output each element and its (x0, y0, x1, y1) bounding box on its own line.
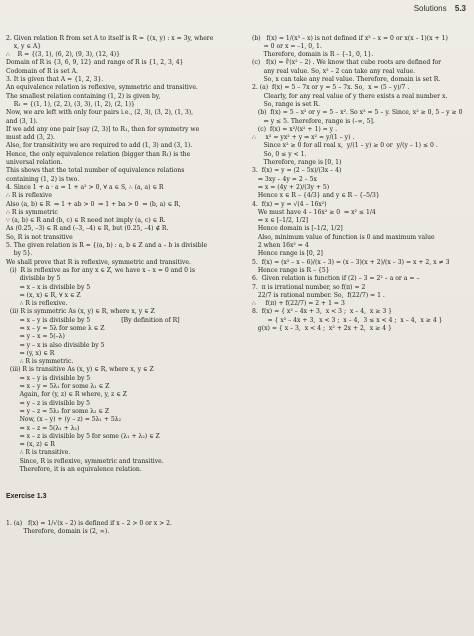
text-line: (ii) R is symmetric As (x, y) ∈ R, where x, y ∈ Z (6, 308, 155, 316)
text-line: Hence x ∈ R – {4/3} and y ∈ R – {–5/3} (252, 192, 380, 200)
text-line: ⇒ x – y = 5λ₁ for some λ₁ ∈ Z (6, 383, 110, 391)
text-line: ⇒ (x, z) ∈ R (6, 441, 55, 449)
text-line: ⇒ x – z is divisible by 5 for some (λ₁ + λ₂) ∈ Z (6, 432, 160, 440)
text-line: 22/7 is rational number. So, f(22/7) = 1 . (252, 291, 385, 299)
text-line: (b) f(x) = 1/(x³ – x) is not defined if x³ – x = 0 or x(x – 1)(x + 1) (252, 34, 448, 42)
text-line: ⇒ x – z = 5(λ₁ + λ₂) (6, 424, 80, 432)
text-line: Also (a, b) ∈ R ⇒ 1 + ab > 0 ⇒ 1 + ba > 0 ⇒ (b, a) ∈ R, (6, 200, 181, 208)
left-body (6, 35, 246, 475)
text-line: (b) f(x) = 5 – x² or y = 5 – x². So x² = 5 – y. Since, x² ≥ 0, 5 – y ≥ 0 (252, 109, 463, 117)
text-line: ⇒ x – y = 5λ for some λ ∈ Z (6, 324, 105, 332)
text-line: 2. Given relation R from set A to itself is R = {(x, y) : x = 3y, where (6, 34, 214, 42)
text-line: An equivalence relation is reflexive, symmetric and transitive. (6, 84, 198, 92)
text-line: 5. The given relation is R = {(a, b) : a, b ∈ Z and a – b is divisible (6, 242, 208, 250)
text-line: Hence range is [0, 2] (252, 250, 323, 258)
text-line: 7. π is irrational number, so f(π) = 2 (252, 283, 366, 291)
text-line: 1. (a) f(x) = 1/√(x – 2) is defined if x – 2 > 0 or x > 2. (6, 519, 172, 527)
text-line: 5. f(x) = (x² – x – 6)/(x – 3) = (x – 3)(x + 2)/(x – 3) = x + 2, x ≠ 3 (252, 258, 450, 266)
text-line: = 0 or x = –1, 0, 1. (252, 42, 322, 50)
text-line: So, R is not transitive (6, 233, 73, 241)
text-line: So, 0 ≤ y < 1. (252, 150, 307, 158)
text-line: ∴ R = {(3, 1), (6, 2), (9, 3), (12, 4)} (6, 51, 120, 59)
text-line: = { x² – 4x + 3, x < 3 ; x – 4, 3 ≤ x < 4 ; x – 4, x ≥ 4 } (252, 316, 443, 324)
text-line: ∴ R is transitive. (6, 449, 71, 457)
text-line: Now, (x – y) + (y – z) = 5λ₁ + 5λ₂ (6, 416, 122, 424)
text-line: 8. f(x) = { x² – 4x + 3, x < 3 ; x – 4, x ≥ 3 } (252, 308, 393, 316)
text-line: Also, for transitivity we are required to add (1, 3) and (3, 1). (6, 142, 193, 150)
text-line: R₁ = {(1, 1), (2, 2), (3, 3), (1, 2), (2, 1)} (6, 100, 135, 108)
text-line: Domain of R is {3, 6, 9, 12} and range of R is {1, 2, 3, 4} (6, 59, 184, 67)
text-line: ⇒ x – y is divisible by 5 [By definition of R] (6, 316, 180, 324)
text-line: ∴ R is reflexive. (6, 300, 68, 308)
text-line: ⇒ x ∈ [–1/2, 1/2] (252, 217, 308, 225)
text-line: Since, R is reflexive, symmetric and transitive. (6, 457, 164, 465)
text-line: Now, we are left with only four pairs i.e., (2, 3), (3, 2), (1, 3), (6, 109, 194, 117)
text-line: If we add any one pair [say (2, 3)] to R₁, then for symmetry we (6, 125, 200, 133)
text-line: ⇒ y ≤ 5. Therefore, range is (–∞, 5]. (252, 117, 375, 125)
page-header (414, 4, 466, 13)
text-line: ∴ R is reflexive (6, 192, 52, 200)
text-line: Again, for (y, z) ∈ R where, y, z ∈ Z (6, 391, 127, 399)
text-line: must add (3, 2). (6, 134, 55, 142)
text-line: ⇒ (x, x) ∈ R, ∀ x ∈ Z (6, 291, 81, 299)
text-line: As (0.25, –3) ∈ R and (–3, –4) ∈ R, but (0.25, –4) ∉ R. (6, 225, 169, 233)
text-line: Also, minimum value of function is 0 and maximum value (252, 233, 435, 241)
exercise-heading: Exercise 1.3 (6, 492, 47, 500)
text-line: divisible by 5 (6, 275, 61, 283)
text-line: Hence range is R – {5} (252, 266, 330, 274)
text-line: ⇒ y – x = 5(–λ) (6, 333, 65, 341)
text-line: ⇒ x – x is divisible by 5 (6, 283, 91, 291)
text-line: Hence domain is [–1/2, 1/2] (252, 225, 343, 233)
text-line: ⇒ y – z = 5λ₂ for some λ₂ ∈ Z (6, 407, 110, 415)
text-line: 4. Since 1 + a · a = 1 + a² > 0, ∀ a ∈ S, ∴ (a, a) ∈ R (6, 183, 164, 191)
text-line: Clearly, for any real value of y there exists a real number x. (252, 92, 448, 100)
text-line: So, range is set R. (252, 100, 320, 108)
text-line: ⇒ y – x is also divisible by 5 (6, 341, 105, 349)
text-line: Therefore, range is [0, 1) (252, 159, 342, 167)
text-line: 3. f(x) = y = (2 – 5x)/(3x – 4) (252, 167, 342, 175)
page-number: 5.3 (454, 4, 466, 13)
text-line: This shows that the total number of equivalence relations (6, 167, 185, 175)
text-line: 3. It is given that A = {1, 2, 3}. (6, 76, 104, 84)
right-column (252, 18, 466, 350)
text-line: ∵ (a, b) ∈ R and (b, c) ∈ R need not imply (a, c) ∈ R. (6, 217, 166, 225)
text-line: 2. (a) f(x) = 5 – 7x or y = 5 – 7x. So, x = (5 – y)/7 . (252, 84, 410, 92)
text-line: and (3, 1). (6, 117, 38, 125)
text-line: Codomain of R is set A. (6, 67, 78, 75)
text-line: by 5}. (6, 250, 33, 258)
text-line: (i) R is reflexive as for any x ∈ Z, we have x – x = 0 and 0 is (6, 266, 195, 274)
text-line: Therefore, it is an equivalence relation. (6, 466, 142, 474)
right-body (252, 35, 466, 334)
text-line: ⇒ 3xy – 4y = 2 – 5x (252, 175, 317, 183)
text-line: ⇒ x – y is divisible by 5 (6, 374, 91, 382)
text-line: universal relation. (6, 159, 63, 167)
text-line: ∴ f(π) + f(22/7) = 2 + 1 = 3 (252, 300, 345, 308)
text-line: (c) f(x) = x²/(x² + 1) = y . (252, 125, 338, 133)
text-line: We must have 4 – 16x² ≥ 0 ⇒ x² ≤ 1/4 (252, 208, 376, 216)
text-line: Therefore, domain is R – {–1, 0, 1}. (252, 51, 374, 59)
text-line: The smallest relation containing (1, 2) is given by, (6, 92, 161, 100)
text-line: ∴ R is symmetric (6, 208, 58, 216)
text-line: x, y ∈ A} (6, 42, 42, 50)
left-tail (6, 520, 246, 537)
text-line: Since x² ≥ 0 for all real x, y/(1 – y) ≥ 0 or y/(y – 1) ≤ 0 . (252, 142, 438, 150)
text-line: So, x can take any real value. Therefore, domain is set R. (252, 76, 441, 84)
text-line: ⇒ (y, x) ∈ R (6, 349, 55, 357)
text-line: (c) f(x) = ∛(x² – 2) . We know that cube roots are defined for (252, 59, 442, 67)
text-line: Therefore, domain is (2, ∞). (6, 528, 110, 536)
text-line: 4. f(x) = y = √(4 – 16x²) (252, 200, 327, 208)
section-title: Solutions (413, 4, 447, 13)
text-line: Hence, the only equivalence relation (bigger than R₁) is the (6, 150, 191, 158)
text-line: 6. Given relation is function if (2) – 3 = 2² – a or a = – (252, 275, 420, 283)
left-column (6, 18, 246, 553)
text-line: ⇒ y – z is divisible by 5 (6, 399, 90, 407)
text-line: ⇒ x = (4y + 2)/(3y + 5) (252, 183, 330, 191)
text-line: any real value. So, x² – 2 can take any real value. (252, 67, 416, 75)
text-line: 2 when 16x² = 4 (252, 242, 309, 250)
text-line: (iii) R is transitive As (x, y) ∈ R, where x, y ∈ Z (6, 366, 154, 374)
text-line: containing (1, 2) is two. (6, 175, 80, 183)
text-line: g(x) = { x – 3, x < 4 ; x² + 2x + 2, x ≥ 4 } (252, 324, 392, 332)
text-line: ∴ R is symmetric. (6, 358, 74, 366)
text-line: ∴ x² = yx² + y ⇒ x² = y/(1 – y) . (252, 134, 355, 142)
text-line: We shall prove that R is reflexive, symmetric and transitive. (6, 258, 191, 266)
